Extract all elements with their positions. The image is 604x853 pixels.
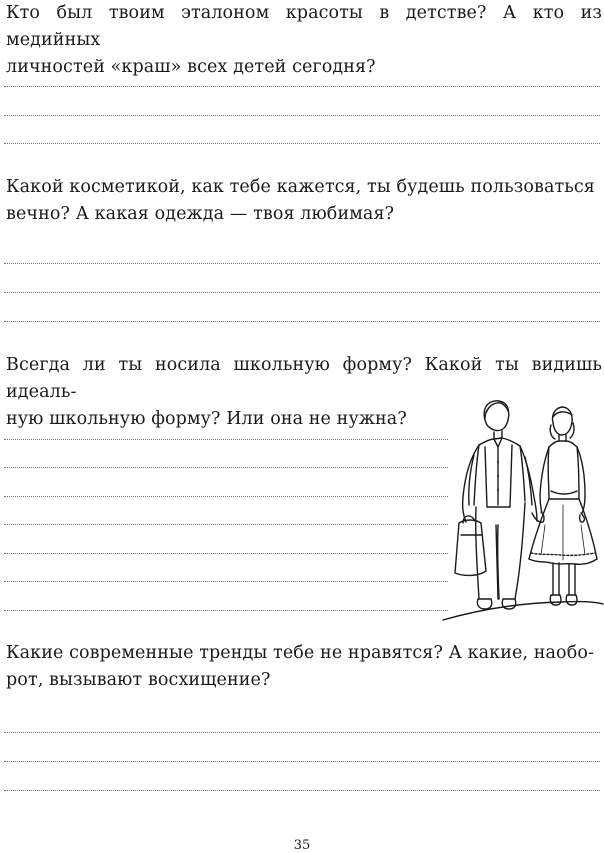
answer-line[interactable] <box>4 143 600 144</box>
question-4-line-2: рот, вызывают восхищение? <box>6 670 271 690</box>
answer-line[interactable] <box>4 553 448 554</box>
answer-line[interactable] <box>4 321 600 322</box>
answer-line[interactable] <box>4 761 600 762</box>
question-2-line-2: вечно? А какая одежда — твоя любимая? <box>6 204 395 224</box>
answer-line[interactable] <box>4 524 448 525</box>
page-number: 35 <box>293 838 311 853</box>
question-1-line-1: Кто был твоим эталоном красоты в детстве? А кто из медийных <box>6 3 602 50</box>
answer-line[interactable] <box>4 86 600 87</box>
couple-holding-hands-drawing <box>441 395 604 625</box>
answer-line[interactable] <box>4 732 600 733</box>
answer-line[interactable] <box>4 115 600 116</box>
answer-line[interactable] <box>4 581 448 582</box>
question-3-line-2: ную школьную форму? Или она не нужна? <box>6 409 407 429</box>
answer-line[interactable] <box>4 496 448 497</box>
question-2-line-1: Какой косметикой, как тебе кажется, ты будешь пользоваться <box>6 177 595 197</box>
answer-line[interactable] <box>4 263 600 264</box>
question-4 <box>6 640 602 694</box>
question-3-line-1: Всегда ли ты носила школьную форму? Какой ты видишь идеаль- <box>6 355 602 402</box>
answer-line[interactable] <box>4 467 448 468</box>
question-4-line-1: Какие современные тренды тебе не нравятся? А какие, наобо- <box>6 643 594 663</box>
question-1-line-2: личностей «краш» всех детей сегодня? <box>6 57 376 77</box>
answer-line[interactable] <box>4 790 600 791</box>
question-2 <box>6 174 602 228</box>
answer-line[interactable] <box>4 292 600 293</box>
question-1 <box>6 0 602 81</box>
answer-line[interactable] <box>4 610 448 611</box>
answer-line[interactable] <box>4 439 448 440</box>
